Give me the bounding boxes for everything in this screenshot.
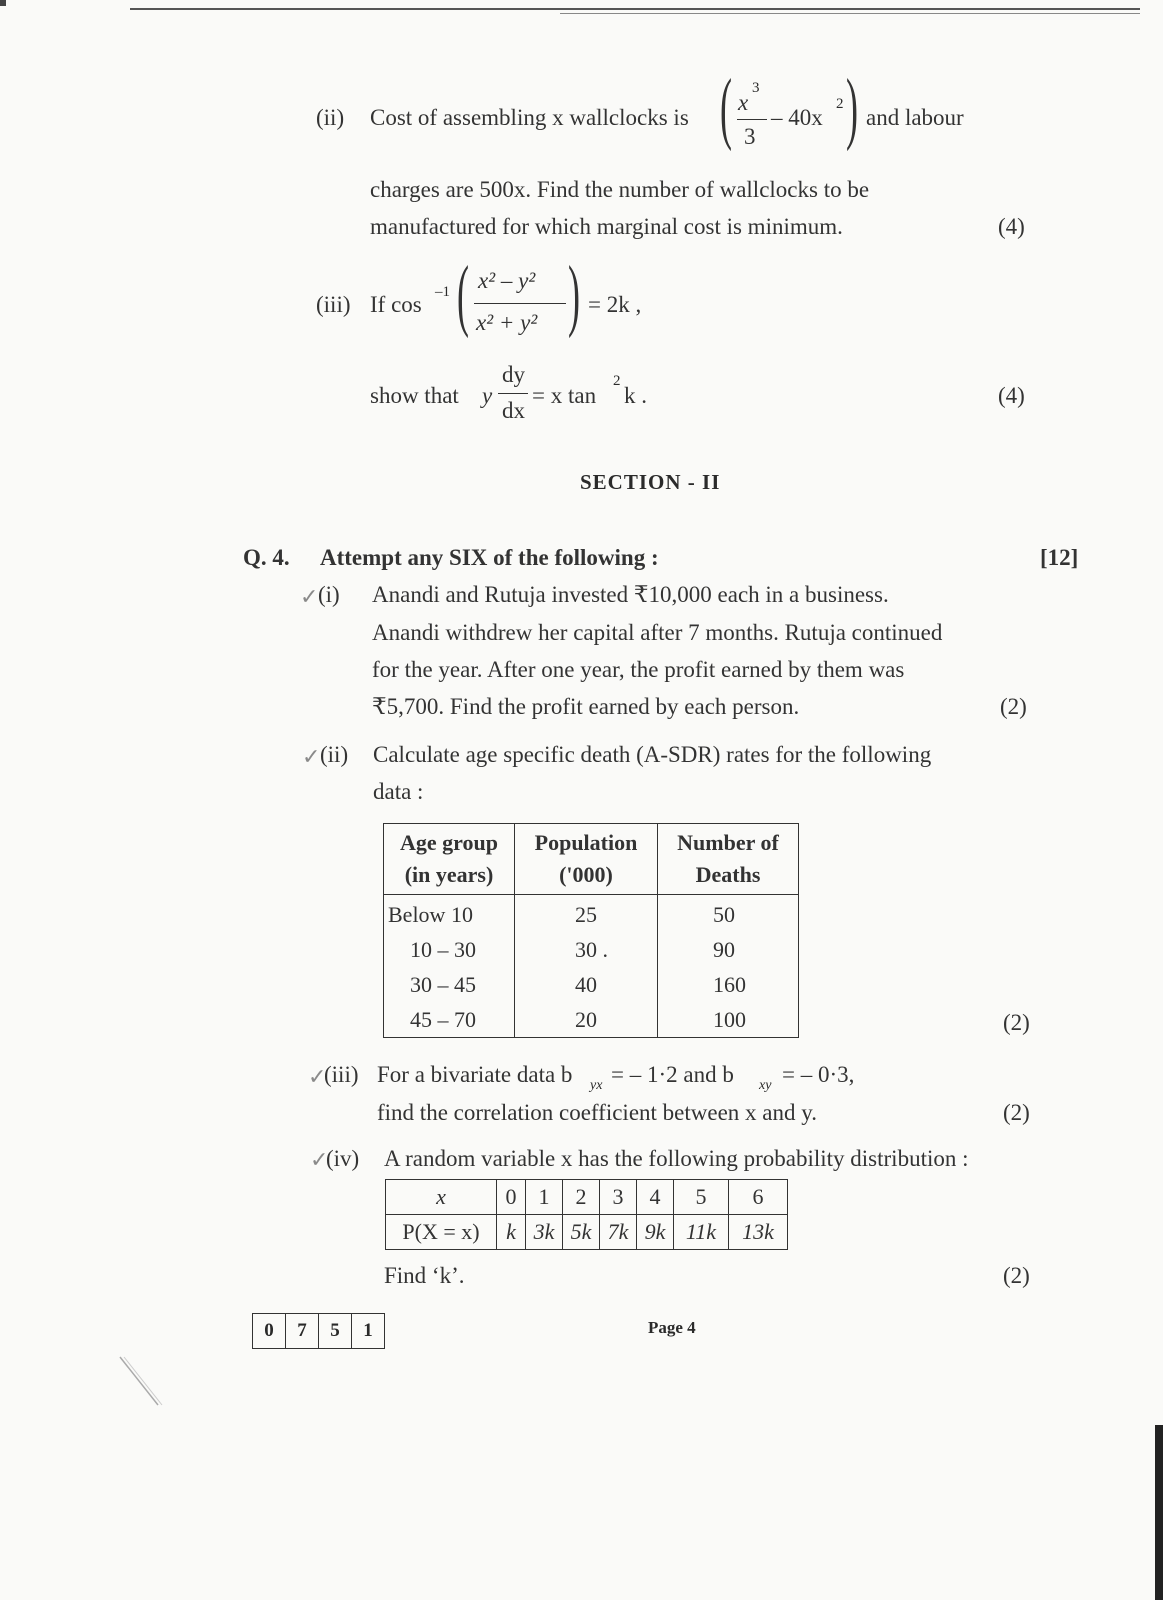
table-cell: 100	[713, 1007, 746, 1032]
q4-i-line-4: ₹5,700. Find the profit earned by each person.	[372, 694, 800, 719]
code-digit: 1	[352, 1314, 385, 1349]
right-paren-2: )	[568, 251, 580, 339]
q3-iii-k: k .	[624, 383, 647, 408]
table-body	[384, 895, 799, 1038]
frac-line-3	[498, 393, 528, 394]
frac-num-exp: 3	[752, 80, 760, 96]
top-rule	[130, 8, 1140, 10]
row-head-p: P(X = x)	[386, 1215, 497, 1250]
table-cell: 30 .	[575, 937, 608, 962]
q4-iv-find: Find ‘k’.	[384, 1263, 465, 1288]
q4-ii-line2: data :	[373, 779, 424, 804]
col-population	[515, 895, 658, 1038]
left-paren: (	[720, 64, 732, 152]
q3-iii-inv: –1	[435, 284, 450, 300]
q4-i-line-1: Anandi and Rutuja invested ₹10,000 each in a business.	[372, 582, 889, 607]
q4-iii-line1-b: = – 1·2 and b	[611, 1062, 734, 1087]
q4-heading: Attempt any SIX of the following :	[320, 545, 659, 570]
check-mark-icon: ✓	[300, 585, 319, 610]
table-cell: 13k	[729, 1215, 788, 1250]
q3-iii-exp: 2	[613, 373, 621, 389]
q4-ii-line1: Calculate age specific death (A-SDR) rates for the following	[373, 742, 932, 767]
q4-marks: [12]	[1040, 545, 1079, 570]
table-cell: 20	[575, 1007, 597, 1032]
table-cell: Below 10	[388, 902, 473, 927]
q3-iii-eq: = x tan	[532, 383, 597, 408]
table-cell: 30 – 45	[410, 972, 476, 997]
q4-iii-line2: find the correlation coefficient between x and y.	[377, 1100, 818, 1125]
q4-iii-marks: (2)	[1003, 1100, 1030, 1125]
table-cell: 1	[526, 1180, 563, 1215]
q4-ii-marks: (2)	[1003, 1010, 1030, 1035]
frac-num: x	[738, 90, 749, 115]
q3-iii-if: If cos	[370, 292, 422, 317]
table-cell: 11k	[674, 1215, 729, 1250]
table-cell: 3	[600, 1180, 637, 1215]
q4-label: Q. 4.	[243, 545, 290, 570]
q4-iii-line1-c: = – 0·3,	[782, 1062, 855, 1087]
q3-ii-after: and labour	[866, 105, 964, 130]
frac-den: 3	[744, 124, 756, 149]
table-cell: 50	[713, 902, 735, 927]
check-mark-icon: ✓	[310, 1148, 329, 1173]
table-cell: 9k	[637, 1215, 674, 1250]
table-cell: 10 – 30	[410, 937, 476, 962]
q4-i-label: (i)	[318, 582, 340, 607]
table-cell: 40	[575, 972, 597, 997]
table-cell: 5k	[563, 1215, 600, 1250]
age-death-table	[383, 823, 799, 1038]
q3-ii-label: (ii)	[316, 105, 345, 130]
q4-iv-marks: (2)	[1003, 1263, 1030, 1288]
q3-iii-dx: dx	[502, 398, 525, 423]
q4-iv-label: (iv)	[326, 1146, 360, 1171]
q3-iii-num: x² – y²	[478, 268, 536, 293]
q4-iii-sub-yx: yx	[590, 1078, 603, 1093]
check-mark-icon: ✓	[308, 1065, 327, 1090]
right-paren: )	[846, 64, 858, 152]
code-digit: 0	[253, 1314, 286, 1349]
section-heading: SECTION - II	[580, 470, 721, 494]
probability-table	[385, 1179, 788, 1250]
minus-term-exp: 2	[836, 96, 844, 112]
row-head-x: x	[386, 1180, 497, 1215]
table-cell: 5	[674, 1180, 729, 1215]
q4-i-line-3: for the year. After one year, the profit earned by them was	[372, 657, 905, 682]
code-digit: 7	[286, 1314, 319, 1349]
paper-code-box	[252, 1313, 385, 1349]
table-header-row	[384, 824, 799, 895]
q3-iii-dy: dy	[502, 362, 525, 387]
q3-iii-y: y	[482, 383, 493, 408]
table-cell: 45 – 70	[410, 1007, 476, 1032]
col-deaths	[658, 895, 799, 1038]
table-cell: 0	[497, 1180, 526, 1215]
q3-iii-label: (iii)	[316, 292, 351, 317]
check-mark-icon: ✓	[302, 745, 321, 770]
minus-term: – 40x	[771, 105, 823, 130]
q4-iii-line1-a: For a bivariate data b	[377, 1062, 573, 1087]
q3-ii-line2: charges are 500x. Find the number of wallclocks to be	[370, 177, 870, 202]
q3-iii-marks: (4)	[998, 383, 1025, 408]
table-cell: 90	[713, 937, 735, 962]
q4-i-line-2: Anandi withdrew her capital after 7 months. Rutuja continued	[372, 620, 943, 645]
scan-edge-bar	[1155, 1425, 1163, 1600]
q4-iii-label: (iii)	[324, 1062, 359, 1087]
top-rule-thin	[560, 13, 1140, 14]
q4-ii-label: (ii)	[320, 742, 349, 767]
table-cell: 160	[713, 972, 746, 997]
table-cell: k	[497, 1215, 526, 1250]
table-cell: 7k	[600, 1215, 637, 1250]
table-cell: 6	[729, 1180, 788, 1215]
table-cell: 3k	[526, 1215, 563, 1250]
col-age-group	[384, 895, 515, 1038]
q4-i-marks: (2)	[1000, 694, 1027, 719]
q4-iv-line1: A random variable x has the following probability distribution :	[384, 1146, 969, 1171]
q3-iii-rhs: = 2k ,	[588, 292, 642, 317]
q4-iii-sub-xy: xy	[759, 1078, 772, 1093]
scan-corner-mark	[0, 0, 6, 6]
table-cell: 2	[563, 1180, 600, 1215]
col-header-population: Population ('000)	[515, 824, 658, 895]
table-cell: 4	[637, 1180, 674, 1215]
left-paren-2: (	[457, 251, 469, 339]
q3-ii-line3: manufactured for which marginal cost is minimum.	[370, 214, 843, 239]
scan-stroke-artifact	[118, 1355, 178, 1415]
table-row-p	[386, 1215, 788, 1250]
q3-iii-den: x² + y²	[476, 310, 538, 335]
table-cell: 25	[575, 902, 597, 927]
col-header-age-group: Age group (in years)	[384, 824, 515, 895]
col-header-deaths: Number of Deaths	[658, 824, 799, 895]
q3-iii-show: show that	[370, 383, 459, 408]
q3-ii-marks: (4)	[998, 214, 1025, 239]
q3-ii-line1: Cost of assembling x wallclocks is	[370, 105, 689, 130]
frac-line	[737, 119, 767, 120]
page-number: Page 4	[648, 1318, 696, 1337]
table-row-x	[386, 1180, 788, 1215]
frac-line-2	[474, 303, 566, 304]
code-digit: 5	[319, 1314, 352, 1349]
